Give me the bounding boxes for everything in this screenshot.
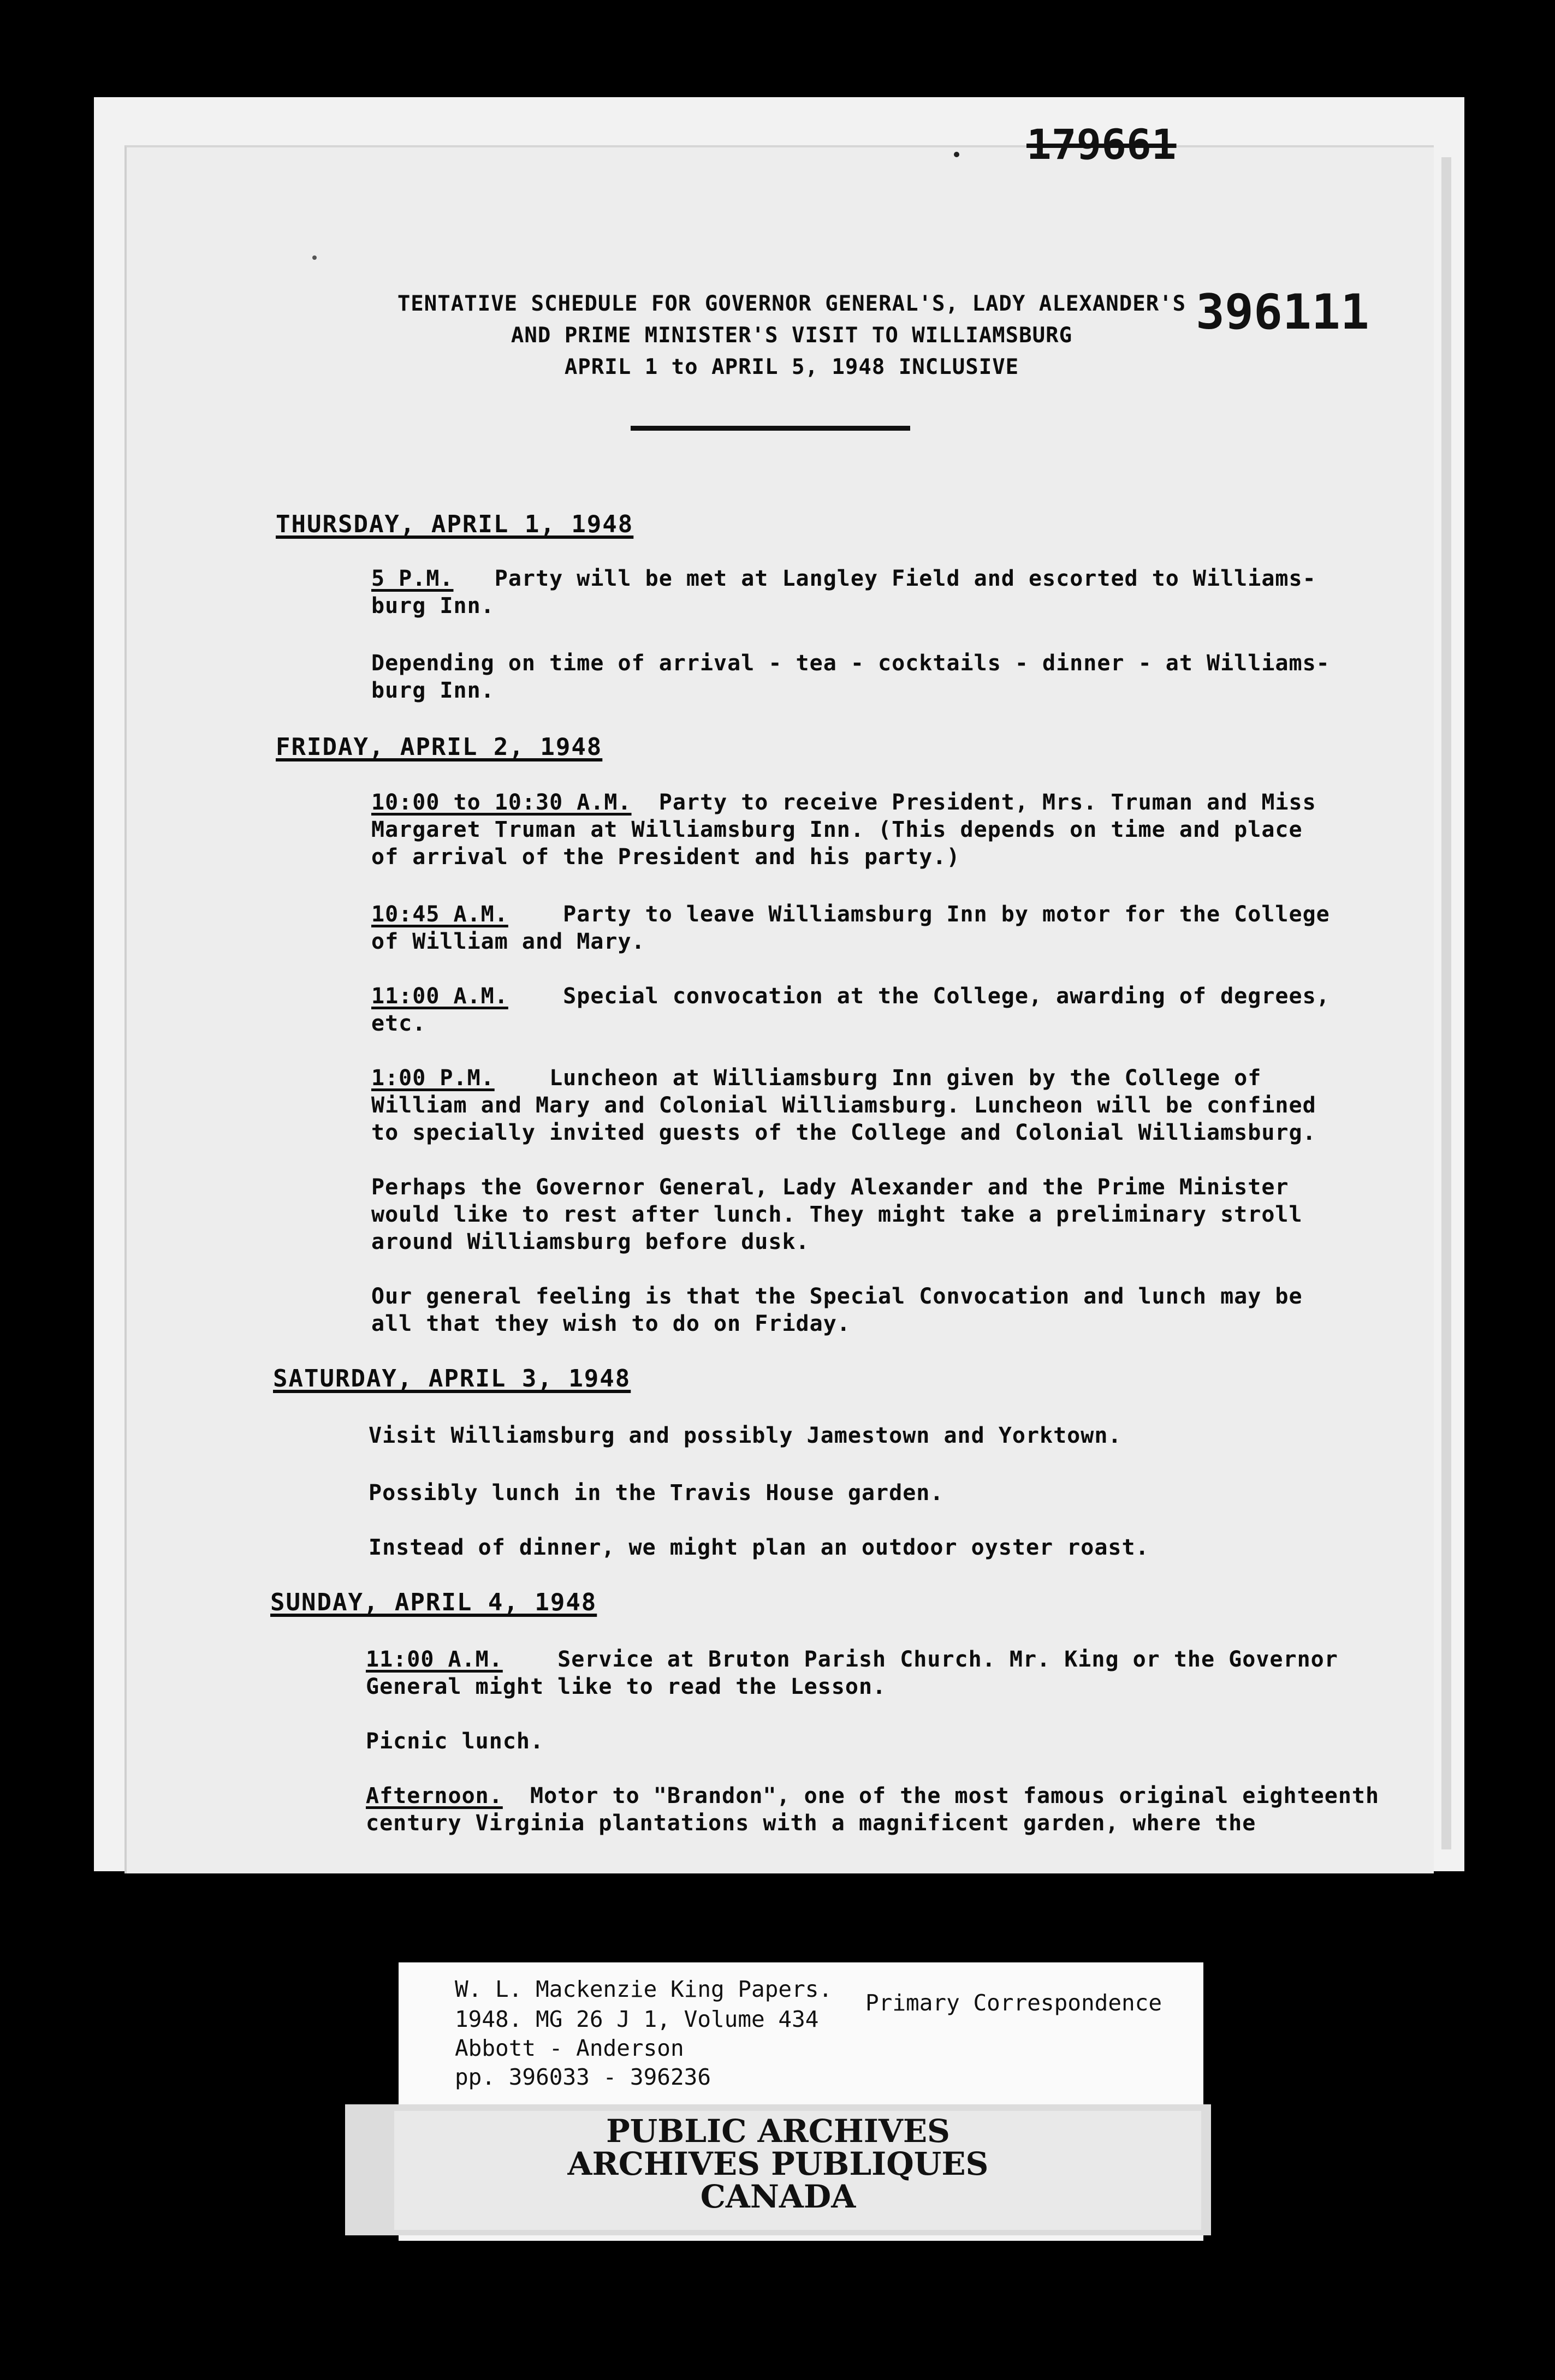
title-line: TENTATIVE SCHEDULE FOR GOVERNOR GENERAL'S, LADY ALEXANDER'S bbox=[397, 291, 1186, 316]
schedule-entry bbox=[371, 1283, 1303, 1337]
entry-text: of William and Mary. bbox=[371, 929, 645, 954]
entry-text: Party to leave Williamsburg Inn by motor for the College bbox=[563, 902, 1330, 927]
title-line: APRIL 1 to APRIL 5, 1948 INCLUSIVE bbox=[564, 355, 1019, 379]
day-heading: FRIDAY, APRIL 2, 1948 bbox=[276, 733, 603, 761]
entry-text: Picnic lunch. bbox=[366, 1729, 544, 1754]
entry-text: William and Mary and Colonial Williamsburg. Luncheon will be confined bbox=[371, 1093, 1316, 1118]
archive-volume: 1948. MG 26 J 1, Volume 434 bbox=[455, 2006, 819, 2032]
schedule-entry bbox=[366, 1728, 544, 1755]
stamp-line: CANADA bbox=[700, 2178, 856, 2215]
archive-card-bottom bbox=[399, 2235, 1203, 2241]
schedule-entry bbox=[369, 1422, 1122, 1449]
schedule-entry bbox=[369, 1479, 943, 1507]
stamp-line: PUBLIC ARCHIVES bbox=[606, 2113, 950, 2150]
entry-text: Motor to "Brandon", one of the most famous original eighteenth bbox=[530, 1783, 1380, 1808]
schedule-entry bbox=[371, 983, 1330, 1037]
entry-text: to specially invited guests of the College and Colonial Williamsburg. bbox=[371, 1120, 1316, 1145]
old-page-number: 179661 bbox=[1026, 120, 1177, 169]
day-heading: SUNDAY, APRIL 4, 1948 bbox=[270, 1588, 597, 1616]
day-heading: THURSDAY, APRIL 1, 1948 bbox=[276, 510, 634, 538]
paper-mark bbox=[954, 152, 959, 157]
schedule-entry bbox=[371, 565, 1316, 620]
entry-text: of arrival of the President and his party.) bbox=[371, 844, 960, 870]
archive-page-range: pp. 396033 - 396236 bbox=[455, 2064, 711, 2090]
entry-text: etc. bbox=[371, 1011, 426, 1036]
schedule-entry bbox=[366, 1646, 1338, 1700]
stamp-line: ARCHIVES PUBLIQUES bbox=[567, 2145, 989, 2182]
archive-series: Primary Correspondence bbox=[865, 1990, 1162, 2016]
day-heading: SATURDAY, APRIL 3, 1948 bbox=[273, 1365, 631, 1393]
entry-text: General might like to read the Lesson. bbox=[366, 1674, 887, 1699]
entry-text: Perhaps the Governor General, Lady Alexander and the Prime Minister bbox=[371, 1175, 1289, 1200]
entry-time: 10:45 A.M. bbox=[371, 902, 508, 927]
archive-correspondents: Abbott - Anderson bbox=[455, 2035, 684, 2061]
entry-text: all that they wish to do on Friday. bbox=[371, 1311, 851, 1336]
schedule-entry bbox=[366, 1782, 1379, 1837]
entry-text: Instead of dinner, we might plan an outdoor oyster roast. bbox=[369, 1535, 1149, 1560]
entry-time: 1:00 P.M. bbox=[371, 1066, 495, 1091]
entry-text: would like to rest after lunch. They might take a preliminary stroll bbox=[371, 1202, 1303, 1227]
entry-time: 11:00 A.M. bbox=[366, 1647, 503, 1672]
entry-time: 11:00 A.M. bbox=[371, 984, 508, 1009]
entry-time: 5 P.M. bbox=[371, 566, 454, 591]
schedule-entry bbox=[371, 789, 1316, 871]
page-number: 396111 bbox=[1196, 284, 1369, 340]
entry-text: Our general feeling is that the Special Convocation and lunch may be bbox=[371, 1284, 1303, 1309]
paper-mark bbox=[312, 255, 317, 260]
page-edge bbox=[1441, 157, 1451, 1849]
entry-text: burg Inn. bbox=[371, 593, 495, 618]
entry-text: Party will be met at Langley Field and escorted to Williams- bbox=[494, 566, 1316, 591]
entry-text: around Williamsburg before dusk. bbox=[371, 1229, 810, 1254]
entry-text: burg Inn. bbox=[371, 678, 495, 703]
schedule-entry bbox=[371, 650, 1330, 704]
schedule-entry bbox=[371, 1174, 1303, 1256]
entry-text: Party to receive President, Mrs. Truman and Miss bbox=[658, 790, 1316, 815]
archive-collection: W. L. Mackenzie King Papers. bbox=[455, 1976, 833, 2002]
schedule-entry bbox=[371, 1064, 1316, 1146]
schedule-entry bbox=[369, 1534, 1149, 1561]
entry-text: Margaret Truman at Williamsburg Inn. (This depends on time and place bbox=[371, 817, 1303, 842]
entry-text: Luncheon at Williamsburg Inn given by the College of bbox=[549, 1066, 1262, 1091]
entry-time: Afternoon. bbox=[366, 1783, 503, 1808]
schedule-entry bbox=[371, 901, 1330, 955]
entry-text: Possibly lunch in the Travis House garden. bbox=[369, 1480, 944, 1506]
document-title bbox=[377, 288, 1207, 383]
entry-text: Visit Williamsburg and possibly Jamestown and Yorktown. bbox=[369, 1423, 1122, 1448]
entry-text: Special convocation at the College, awarding of degrees, bbox=[563, 984, 1330, 1009]
title-line: AND PRIME MINISTER'S VISIT TO WILLIAMSBURG bbox=[511, 323, 1073, 348]
entry-text: century Virginia plantations with a magnificent garden, where the bbox=[366, 1811, 1256, 1836]
entry-text: Service at Bruton Parish Church. Mr. King or the Governor bbox=[557, 1647, 1338, 1672]
title-rule bbox=[631, 426, 910, 431]
entry-time: 10:00 to 10:30 A.M. bbox=[371, 790, 632, 815]
entry-text: Depending on time of arrival - tea - cocktails - dinner - at Williams- bbox=[371, 651, 1330, 676]
